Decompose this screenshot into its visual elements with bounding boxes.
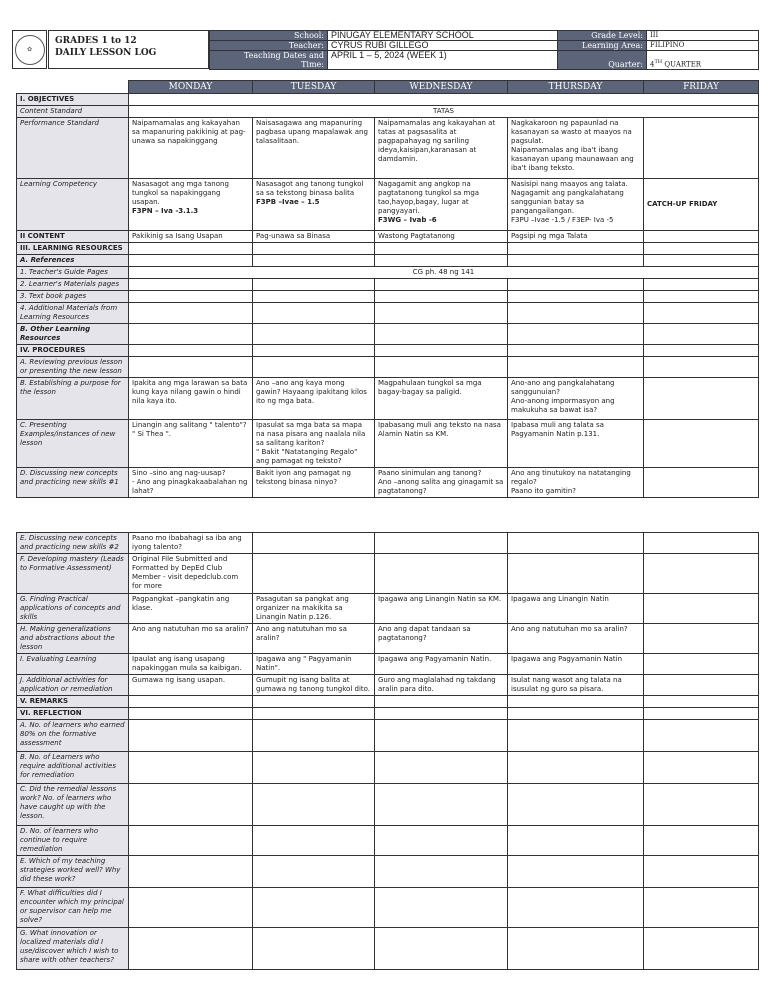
day-header-friday: FRIDAY: [644, 81, 759, 94]
day-header-monday: MONDAY: [129, 81, 253, 94]
procedure-j-label: J. Additional activities for application or remediation: [17, 675, 129, 696]
procedure-e-tue: [253, 533, 375, 554]
content-mon: Pakikinig sa Isang Usapan: [129, 231, 253, 243]
quarter-suffix: TH: [654, 58, 663, 65]
reflection-d-label: D. No. of learners who continue to require remediation: [17, 826, 129, 856]
school-value: PINUGAY ELEMENTARY SCHOOL: [328, 31, 558, 41]
procedure-g-mon: Pagpangkat –pangkatin ang klase.: [129, 594, 253, 624]
procedure-h-mon: Ano ang natutuhan mo sa aralin?: [129, 624, 253, 654]
lesson-log-table-2: [16, 532, 759, 970]
procedure-e-mon: Paano mo ibabahagi sa iba ang iyong talento?: [129, 533, 253, 554]
procedure-j-fri: [644, 675, 759, 696]
references-label: A. References: [17, 255, 129, 267]
quarter-number: 4: [650, 60, 655, 68]
procedure-e-fri: [644, 533, 759, 554]
procedure-i-fri: [644, 654, 759, 675]
procedure-i-tue: Ipagawa ang " Pagyamanin Natin".: [253, 654, 375, 675]
dates-label-line2: Time:: [301, 60, 324, 69]
seal-icon: ✿: [15, 35, 45, 65]
competency-thu: [508, 179, 644, 231]
content-fri: [644, 231, 759, 243]
procedure-j-tue: Gumupit ng isang balita at gumawa ng tanong tungkol dito.: [253, 675, 375, 696]
teachers-guide-pages: CG ph. 48 ng 141: [129, 267, 759, 279]
learners-materials-label: 2. Learner's Materials pages: [17, 279, 129, 291]
day-header-thursday: THURSDAY: [508, 81, 644, 94]
procedure-j-wed: Guro ang maglalahad ng takdang aralin para dito.: [375, 675, 508, 696]
learning-resources-label: III. LEARNING RESOURCES: [17, 243, 129, 255]
procedure-b-tue: Ano –ano ang kaya mong gawin? Hayaang ipakitang kilos ito ng mga bata.: [253, 378, 375, 420]
competency-mon-text: Nasasagot ang mga tanong tungkol sa napakinggang usapan.: [132, 180, 229, 206]
procedure-d-label: D. Discussing new concepts and practicing new skills #1: [17, 468, 129, 498]
procedure-j-mon: Gumawa ng isang usapan.: [129, 675, 253, 696]
performance-standard-label: Performance Standard: [17, 118, 129, 179]
reflection-a-label: A. No. of learners who earned 80% on the formative assessment: [17, 720, 129, 752]
competency-mon-code: F3PN – Iva -3.1.3: [132, 207, 199, 215]
procedure-b-mon: Ipakita ang mga larawan sa bata kung kaya nilang gawin o hindi nila kaya ito.: [129, 378, 253, 420]
procedure-h-fri: [644, 624, 759, 654]
competency-thu-text: Nasisipi nang maayos ang talata. Nagagamit ang pangkalahatang sanggunian batay sa pangangailangan. F3PU –Ivae -1.5 / F3EP- Iva -5: [511, 180, 628, 224]
reflection-c-label: C. Did the remedial lessons work? No. of learners who have caught up with the lesson.: [17, 784, 129, 826]
procedure-d-thu: Ano ang tinutukoy na natatanging regalo? Paano ito gamitin?: [508, 468, 644, 498]
text-book-label: 3. Text book pages: [17, 291, 129, 303]
objectives-label: I. OBJECTIVES: [17, 94, 129, 106]
title-line-1: GRADES 1 to 12: [55, 36, 137, 46]
procedure-c-mon: Linangin ang salitang " talento"? " Si Thea ".: [129, 420, 253, 468]
procedure-e-thu: [508, 533, 644, 554]
content-standard-value: TATAS: [129, 106, 759, 118]
learning-area-label: Learning Area:: [558, 41, 647, 51]
dll-header: [12, 30, 758, 71]
procedure-c-label: C. Presenting Examples/instances of new lesson: [17, 420, 129, 468]
procedure-i-mon: Ipaulat ang isang usapang napakinggan mula sa kaibigan.: [129, 654, 253, 675]
procedure-d-mon: Sino –sino ang nag-uusap? - Ano ang pinagkakaabalahan ng lahat?: [129, 468, 253, 498]
competency-fri: CATCH-UP FRIDAY: [644, 179, 759, 231]
procedure-c-wed: Ipabasang muli ang teksto na nasa Alamin Natin sa KM.: [375, 420, 508, 468]
performance-thu: Nagkakaroon ng papaunlad na kasanayan sa wasto at maayos na pagsulat. Naipamamalas ang iba't ibang kasanayan upang maunawaan ang iba't ibang teksto.: [508, 118, 644, 179]
deped-seal-logo: [12, 30, 47, 69]
procedure-g-thu: Ipagawa ang Linangin Natin: [508, 594, 644, 624]
performance-fri: [644, 118, 759, 179]
teacher-label: Teacher:: [210, 41, 328, 51]
performance-tue: Naisasagawa ang mapanuring pagbasa upang mapalawak ang talasalitaan.: [253, 118, 375, 179]
procedure-b-wed: Magpahulaan tungkol sa mga bagay-bagay sa paligid.: [375, 378, 508, 420]
title-line-2: DAILY LESSON LOG: [55, 48, 157, 58]
day-header-wednesday: WEDNESDAY: [375, 81, 508, 94]
lesson-log-table-1: [16, 80, 759, 498]
procedure-j-thu: Isulat nang wasot ang talata na isusulat ng guro sa pisara.: [508, 675, 644, 696]
quarter-text: QUARTER: [662, 60, 702, 68]
procedure-b-fri: [644, 378, 759, 420]
competency-tue-code: F3PB –Ivae – 1.5: [256, 198, 320, 206]
document-title: [48, 30, 209, 69]
quarter-value: [647, 51, 759, 70]
procedure-f-mon: Original File Submitted and Formatted by DepEd Club Member - visit depedclub.com for more: [129, 554, 253, 594]
procedure-a-label: A. Reviewing previous lesson or presenting the new lesson: [17, 357, 129, 378]
performance-mon: Naipamamalas ang kakayahan sa mapanuring pakikinig at pag-unawa sa napakinggang: [129, 118, 253, 179]
corner-empty: [17, 81, 129, 94]
reflection-f-label: F. What difficulties did I encounter which my principal or supervisor can help me solve?: [17, 888, 129, 928]
dates-label-line1: Teaching Dates and: [243, 51, 324, 60]
reflection-e-label: E. Which of my teaching strategies worked well? Why did these work?: [17, 856, 129, 888]
competency-wed-code: F3WG – Ivab -6: [378, 216, 437, 224]
other-resources-label: B. Other Learning Resources: [17, 324, 129, 345]
teachers-guide-label: 1. Teacher's Guide Pages: [17, 267, 129, 279]
content-standard-label: Content Standard: [17, 106, 129, 118]
header-info-table: [209, 30, 759, 70]
procedure-f-label: F. Developing mastery (Leads to Formative Assessment): [17, 554, 129, 594]
reflection-g-label: G. What innovation or localized materials did I use/discover which I wish to share with other teachers?: [17, 928, 129, 970]
procedure-h-thu: Ano ang natutuhan mo sa aralin?: [508, 624, 644, 654]
procedure-h-tue: Ano ang natutuhan mo sa aralin?: [253, 624, 375, 654]
content-label: II CONTENT: [17, 231, 129, 243]
competency-wed: [375, 179, 508, 231]
procedure-c-fri: [644, 420, 759, 468]
procedure-i-label: I. Evaluating Learning: [17, 654, 129, 675]
procedure-f-thu: [508, 554, 644, 594]
competency-tue: [253, 179, 375, 231]
grade-level-value: III: [647, 31, 759, 41]
performance-wed: Naipamamalas ang kakayahan at tatas at pagsasalita at pagpapahayag ng sariling ideya,kaisipan,karanasan at damdamin.: [375, 118, 508, 179]
procedure-g-label: G. Finding Practical applications of concepts and skills: [17, 594, 129, 624]
procedure-i-wed: Ipagawa ang Pagyamanin Natin.: [375, 654, 508, 675]
procedure-g-wed: Ipagawa ang Linangin Natin sa KM.: [375, 594, 508, 624]
procedure-f-wed: [375, 554, 508, 594]
procedure-g-tue: Pasagutan sa pangkat ang organizer na makikita sa Linangin Natin p.126.: [253, 594, 375, 624]
content-wed: Wastong Pagtatanong: [375, 231, 508, 243]
procedure-i-thu: Ipagawa ang Pagyamanin Natin: [508, 654, 644, 675]
content-tue: Pag-unawa sa Binasa: [253, 231, 375, 243]
competency-wed-text: Nagagamit ang angkop na pagtatanong tungkol sa mga tao,hayop,bagay, lugar at pangyayari.: [378, 180, 480, 215]
learning-area-value: FILIPINO: [647, 41, 759, 51]
competency-mon: [129, 179, 253, 231]
procedure-c-thu: Ipabasa muli ang talata sa Pagyamanin Natin p.131.: [508, 420, 644, 468]
day-header-tuesday: TUESDAY: [253, 81, 375, 94]
procedure-e-label: E. Discussing new concepts and practicing new skills #2: [17, 533, 129, 554]
learning-competency-label: Learning Competency: [17, 179, 129, 231]
procedure-d-fri: [644, 468, 759, 498]
procedure-f-tue: [253, 554, 375, 594]
procedure-c-tue: Ipasulat sa mga bata sa mapa na nasa pisara ang naalala nila sa salitang kariton? " Bakit "Natatanging Regalo" ang pamagat ng teksto?: [253, 420, 375, 468]
procedure-d-tue: Bakit iyon ang pamagat ng tekstong binasa ninyo?: [253, 468, 375, 498]
procedures-label: IV. PROCEDURES: [17, 345, 129, 357]
remarks-label: V. REMARKS: [17, 696, 129, 708]
quarter-label: Quarter:: [558, 51, 647, 70]
grade-level-label: Grade Level:: [558, 31, 647, 41]
teacher-value: CYRUS RUBI GILLEGO: [328, 41, 558, 51]
objectives-cell: [129, 94, 759, 106]
procedure-f-fri: [644, 554, 759, 594]
procedure-d-wed: Paano sinimulan ang tanong? Ano –anong salita ang ginagamit sa pagtatanong?: [375, 468, 508, 498]
procedure-e-wed: [375, 533, 508, 554]
dates-value: APRIL 1 – 5, 2024 (WEEK 1): [328, 51, 558, 70]
school-label: School:: [210, 31, 328, 41]
reflection-label: VI. REFLECTION: [17, 708, 129, 720]
competency-tue-text: Nasasagot ang tanong tungkol sa sa tekstong binasa balita: [256, 180, 364, 197]
reflection-b-label: B. No. of Learners who require additional activities for remediation: [17, 752, 129, 784]
procedure-b-thu: Ano-ano ang pangkalahatang sanggunuian? Ano-anong impormasyon ang makukuha sa bawat isa?: [508, 378, 644, 420]
procedure-h-label: H. Making generalizations and abstractions about the lesson: [17, 624, 129, 654]
procedure-h-wed: Ano ang dapat tandaan sa pagtatanong?: [375, 624, 508, 654]
procedure-b-label: B. Establishing a purpose for the lesson: [17, 378, 129, 420]
dates-label: [210, 51, 328, 70]
content-thu: Pagsipi ng mga Talata: [508, 231, 644, 243]
procedure-g-fri: [644, 594, 759, 624]
additional-materials-label: 4. Additional Materials from Learning Resources: [17, 303, 129, 324]
